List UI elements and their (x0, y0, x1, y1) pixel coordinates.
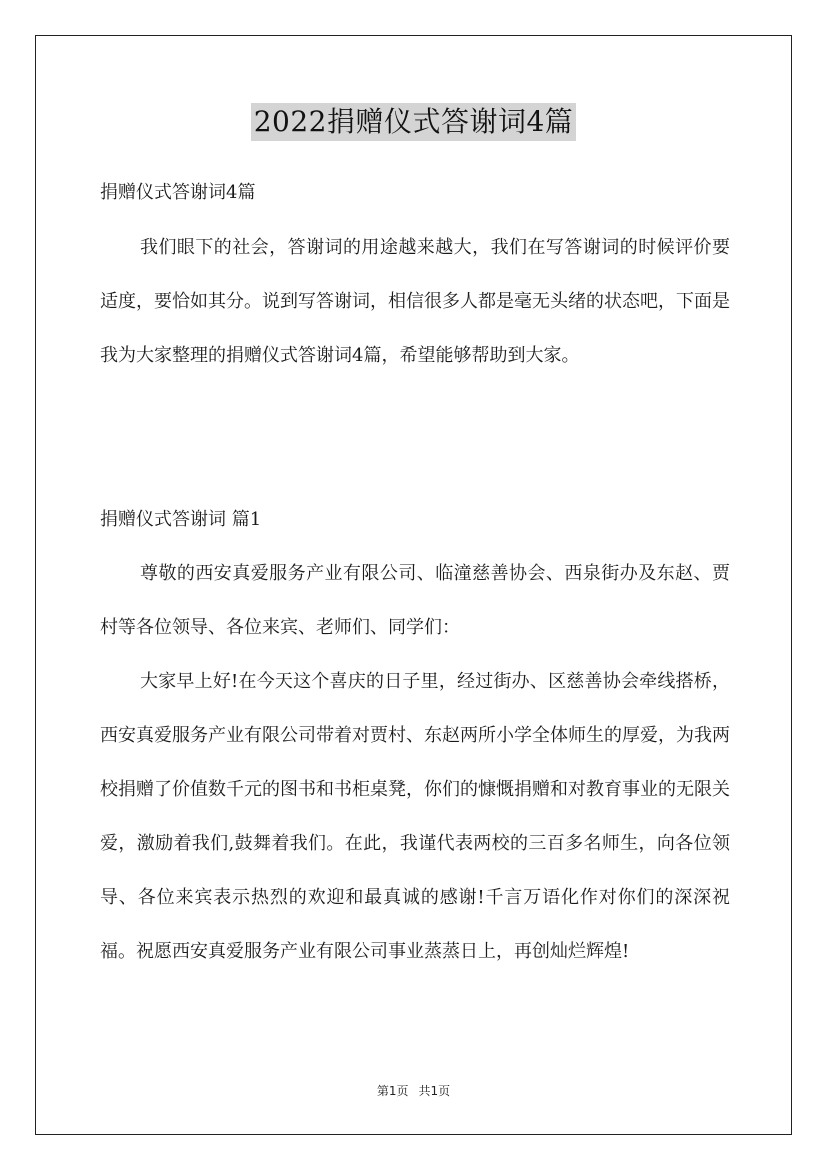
intro-paragraph: 我们眼下的社会，答谢词的用途越来越大，我们在写答谢词的时候评价要适度，要恰如其分。说到写答谢词，相信很多人都是毫无头绪的状态吧，下面是我为大家整理的捐赠仪式答谢词4篇，希望能够帮助到大家。 (100, 237, 730, 366)
page-number-total: 共1页 (418, 1084, 451, 1098)
document-title: 2022捐赠仪式答谢词4篇 (251, 103, 577, 141)
page-footer (0, 1082, 827, 1099)
salutation-paragraph: 尊敬的西安真爱服务产业有限公司、临潼慈善协会、西泉街办及东赵、贾村等各位领导、各位来宾、老师们、同学们： (100, 563, 730, 638)
section-heading: 捐赠仪式答谢词 篇1 (100, 509, 262, 530)
body-paragraph: 大家早上好!在今天这个喜庆的日子里，经过街办、区慈善协会牵线搭桥，西安真爱服务产业有限公司带着对贾村、东赵两所小学全体师生的厚爱，为我两校捐赠了价值数千元的图书和书柜桌凳，你们的慷慨捐赠和对教育事业的无限关爱，激励着我们,鼓舞着我们。在此，我谨代表两校的三百多名师生，向各位领导、各位来宾表示热烈的欢迎和最真诚的感谢!千言万语化作对你们的深深祝福。祝愿西安真爱服务产业有限公司事业蒸蒸日上，再创灿烂辉煌! (100, 671, 730, 962)
title-container (0, 103, 827, 141)
document-subtitle: 捐赠仪式答谢词4篇 (100, 182, 256, 203)
page-number-current: 第1页 (376, 1084, 409, 1098)
